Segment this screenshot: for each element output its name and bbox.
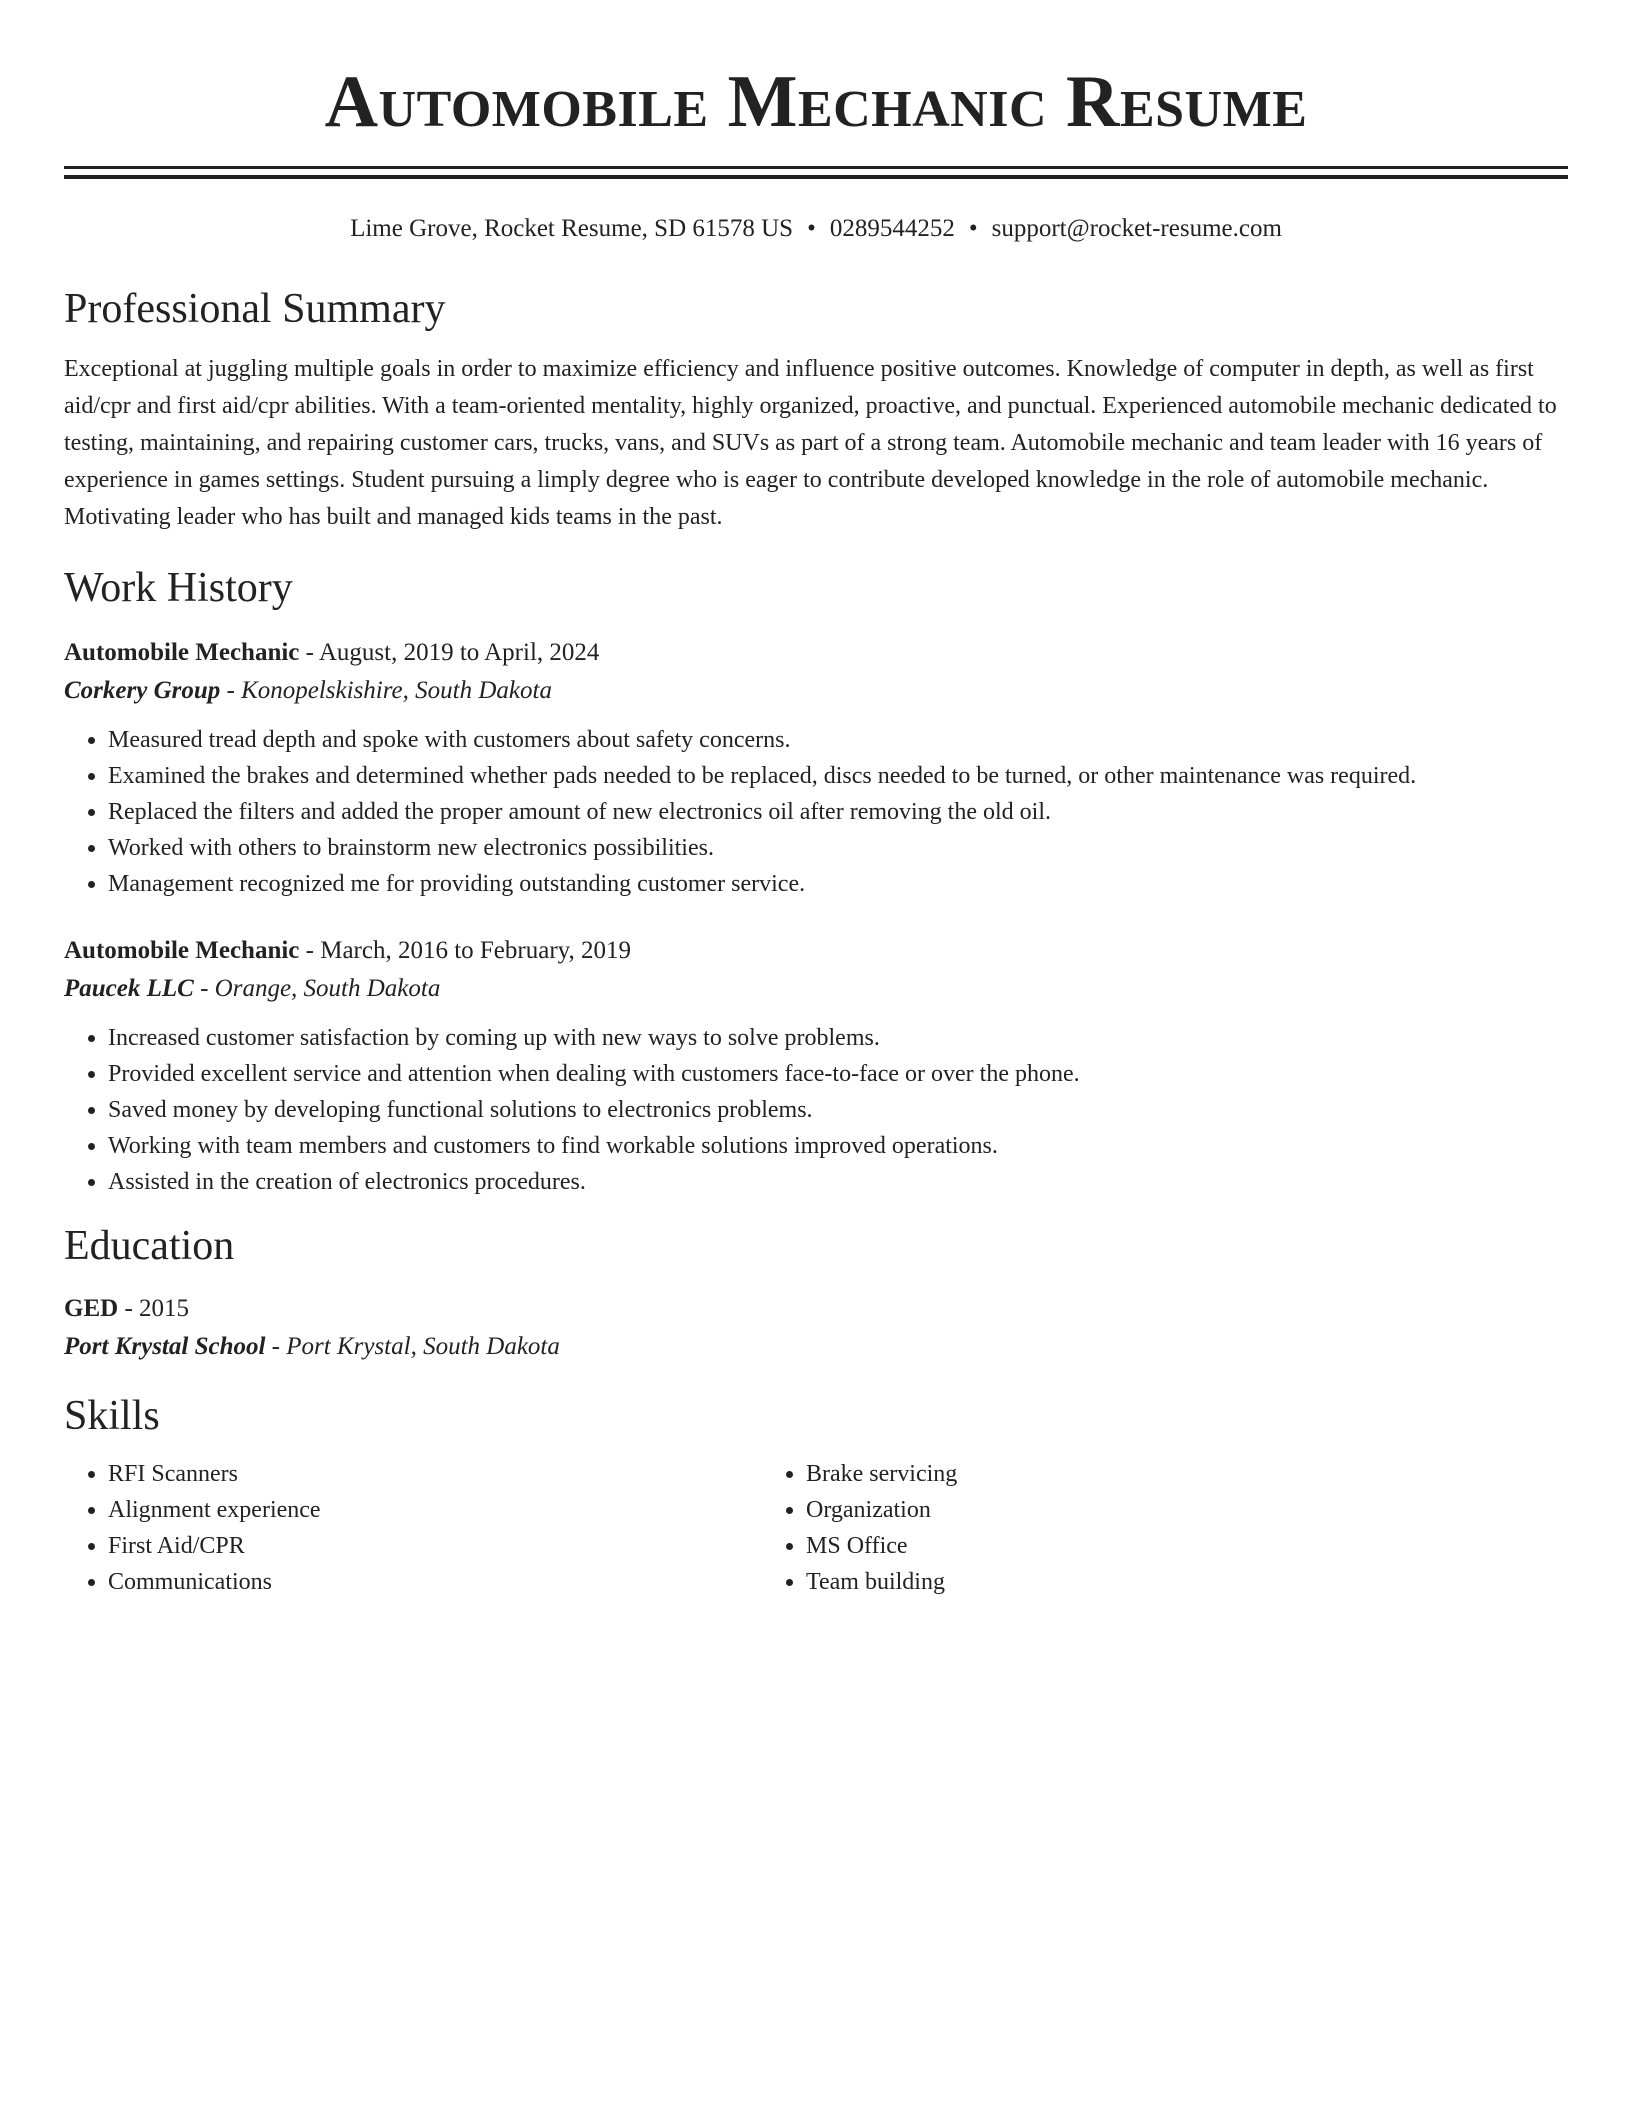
job-entry bbox=[64, 634, 1568, 902]
school-location: - Port Krystal, South Dakota bbox=[265, 1333, 560, 1360]
skill-item: • Team building bbox=[806, 1564, 1460, 1600]
contact-separator: • bbox=[968, 215, 978, 242]
contact-address: Lime Grove, Rocket Resume, SD 61578 US bbox=[350, 215, 794, 242]
school-name: Port Krystal School bbox=[64, 1333, 266, 1360]
duty-item: • Working with team members and customers to find workable solutions improved operations. bbox=[108, 1128, 1568, 1164]
job-title: Automobile Mechanic bbox=[64, 937, 300, 964]
job-dates: - August, 2019 to April, 2024 bbox=[299, 639, 600, 666]
education-entry bbox=[64, 1290, 1568, 1366]
skill-item: • RFI Scanners bbox=[108, 1456, 762, 1492]
duty-item: • Worked with others to brainstorm new electronics possibilities. bbox=[108, 830, 1568, 866]
degree-name: GED bbox=[64, 1295, 119, 1322]
skill-item: • MS Office bbox=[806, 1528, 1460, 1564]
contact-line bbox=[64, 213, 1568, 245]
duty-item: • Management recognized me for providing outstanding customer service. bbox=[108, 866, 1568, 902]
skills-columns bbox=[64, 1456, 1568, 1600]
job-title: Automobile Mechanic bbox=[64, 639, 300, 666]
job-location: - Konopelskishire, South Dakota bbox=[220, 677, 552, 704]
job-company: Paucek LLC bbox=[64, 975, 194, 1002]
duty-item: • Replaced the filters and added the proper amount of new electronics oil after removing the old oil. bbox=[108, 794, 1568, 830]
job-title-line bbox=[64, 932, 1568, 970]
job-company-line bbox=[64, 970, 1568, 1008]
skill-item: • Communications bbox=[108, 1564, 762, 1600]
contact-separator: • bbox=[807, 215, 816, 242]
contact-email: support@rocket-resume.com bbox=[991, 215, 1282, 242]
job-location: - Orange, South Dakota bbox=[193, 975, 441, 1002]
skill-item: • Brake servicing bbox=[806, 1456, 1460, 1492]
job-entry bbox=[64, 932, 1568, 1200]
contact-phone: 0289544252 bbox=[829, 215, 955, 242]
title-rule-top bbox=[64, 166, 1568, 169]
resume-page bbox=[64, 0, 1568, 1600]
school-line bbox=[64, 1328, 1568, 1366]
job-duties-list bbox=[64, 722, 1568, 902]
degree-year: - 2015 bbox=[118, 1295, 190, 1322]
summary-text: Exceptional at juggling multiple goals in order to maximize efficiency and influence positive outcomes. Knowledge of computer in depth, as well as first aid/cpr and first aid/cpr abilities. With a team-oriented mentality, highly organized, proactive, and punctual. Experienced automobile mechanic dedicated to testing, maintaining, and repairing customer cars, trucks, vans, and SUVs as part of a strong team. Automobile mechanic and team leader with 16 years of experience in games settings. Student pursuing a limply degree who is eager to contribute developed knowledge in the role of automobile mechanic. Motivating leader who has built and managed kids teams in the past. bbox=[64, 356, 1557, 530]
duty-item: • Measured tread depth and spoke with customers about safety concerns. bbox=[108, 722, 1568, 758]
job-dates: - March, 2016 to February, 2019 bbox=[299, 937, 632, 964]
skills-heading: Skills bbox=[64, 1393, 160, 1439]
title-rule-bottom bbox=[64, 175, 1568, 179]
duty-item: • Provided excellent service and attention when dealing with customers face-to-face or over the phone. bbox=[108, 1056, 1568, 1092]
duty-item: • Increased customer satisfaction by coming up with new ways to solve problems. bbox=[108, 1020, 1568, 1056]
duty-item: • Examined the brakes and determined whether pads needed to be replaced, discs needed to be turned, or other maintenance was required. bbox=[108, 758, 1568, 794]
skills-list-right bbox=[762, 1456, 1460, 1600]
work-history-heading: Work History bbox=[64, 565, 293, 611]
job-title-line bbox=[64, 634, 1568, 672]
degree-line bbox=[64, 1290, 1568, 1328]
duty-item: • Saved money by developing functional solutions to electronics problems. bbox=[108, 1092, 1568, 1128]
education-heading: Education bbox=[64, 1223, 235, 1269]
resume-title: Automobile Mechanic Resume bbox=[324, 61, 1308, 143]
job-company: Corkery Group bbox=[64, 677, 221, 704]
skill-item: • Alignment experience bbox=[108, 1492, 762, 1528]
skill-item: • Organization bbox=[806, 1492, 1460, 1528]
skill-item: • First Aid/CPR bbox=[108, 1528, 762, 1564]
job-duties-list bbox=[64, 1020, 1568, 1200]
skills-list-left bbox=[64, 1456, 762, 1600]
summary-heading: Professional Summary bbox=[64, 286, 446, 332]
job-company-line bbox=[64, 672, 1568, 710]
duty-item: • Assisted in the creation of electronics procedures. bbox=[108, 1164, 1568, 1200]
